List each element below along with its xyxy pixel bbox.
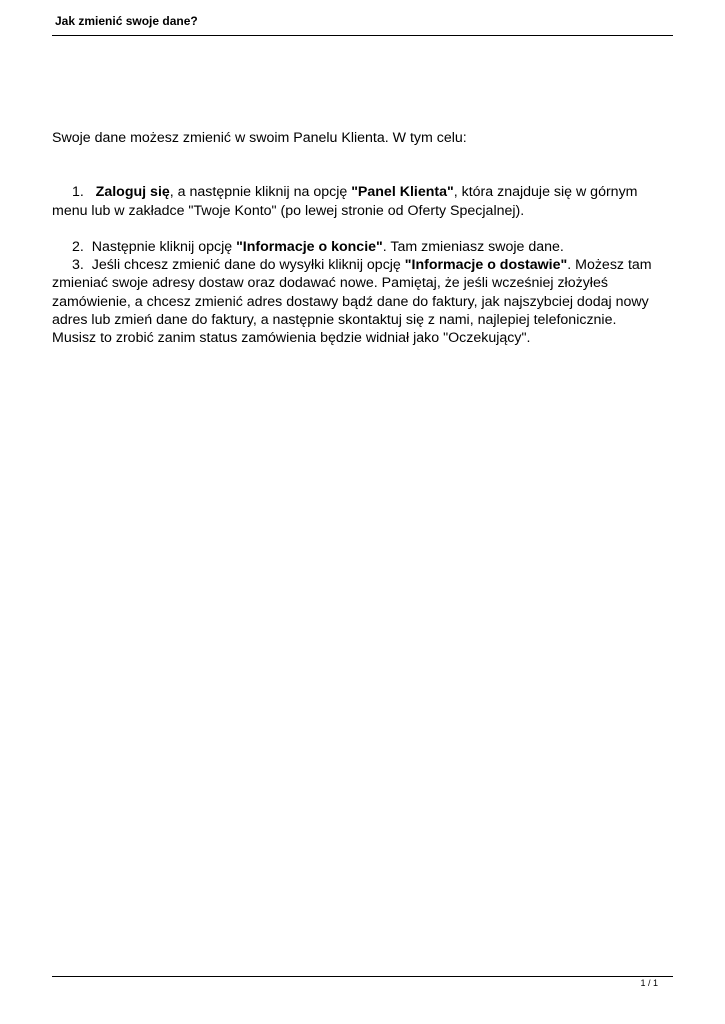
step-1-panel-text: "Panel Klienta"	[351, 184, 454, 201]
page-title: Jak zmienić swoje dane?	[55, 14, 198, 28]
step-3-number: 3.	[72, 257, 84, 274]
step-2-text-a: Następnie kliknij opcję	[91, 238, 237, 255]
step-3-line-1	[52, 256, 677, 274]
step-1-line-2: menu lub w zakładce "Twoje Konto" (po lewej stronie od Oferty Specjalnej).	[52, 202, 525, 219]
document-body	[52, 129, 677, 348]
footer-divider	[52, 976, 673, 977]
step-1-line-1	[52, 183, 677, 201]
step-2-number: 2.	[72, 238, 84, 255]
step-3-line-5: Musisz to zrobić zanim status zamówienia będzie widniał jako "Oczekujący".	[52, 330, 531, 347]
step-3-text-a: Jeśli chcesz zmienić dane do wysyłki kliknij opcję	[91, 257, 405, 274]
page-number: 1 / 1	[640, 978, 658, 988]
step-1-login-text: Zaloguj się	[95, 184, 170, 201]
step-1	[52, 183, 677, 220]
step-3-text-b: . Możesz tam	[567, 257, 652, 274]
step-1-text-b: , która znajduje się w górnym	[453, 184, 638, 201]
step-2-line-1	[52, 238, 677, 256]
step-1-number: 1.	[72, 184, 84, 201]
step-3-option-text: "Informacje o dostawie"	[404, 257, 568, 274]
step-2-text-b: . Tam zmieniasz swoje dane.	[382, 238, 564, 255]
step-1-text-a: , a następnie kliknij na opcję	[169, 184, 352, 201]
step-3	[52, 256, 677, 347]
step-2	[52, 238, 677, 256]
header-divider	[52, 35, 673, 36]
intro-paragraph: Swoje dane możesz zmienić w swoim Panelu Klienta. W tym celu:	[52, 130, 467, 146]
step-3-line-3: zamówienie, a chcesz zmienić adres dostawy bądź dane do faktury, jak najszybciej dodaj nowy	[52, 293, 649, 310]
step-3-line-2: zmieniać swoje adresy dostaw oraz dodawać nowe. Pamiętaj, że jeśli wcześniej złożyłeś	[52, 275, 608, 292]
step-2-option-text: "Informacje o koncie"	[236, 238, 383, 255]
step-3-line-4: adres lub zmień dane do faktury, a następnie skontaktuj się z nami, najlepiej telefonicznie.	[52, 312, 617, 329]
